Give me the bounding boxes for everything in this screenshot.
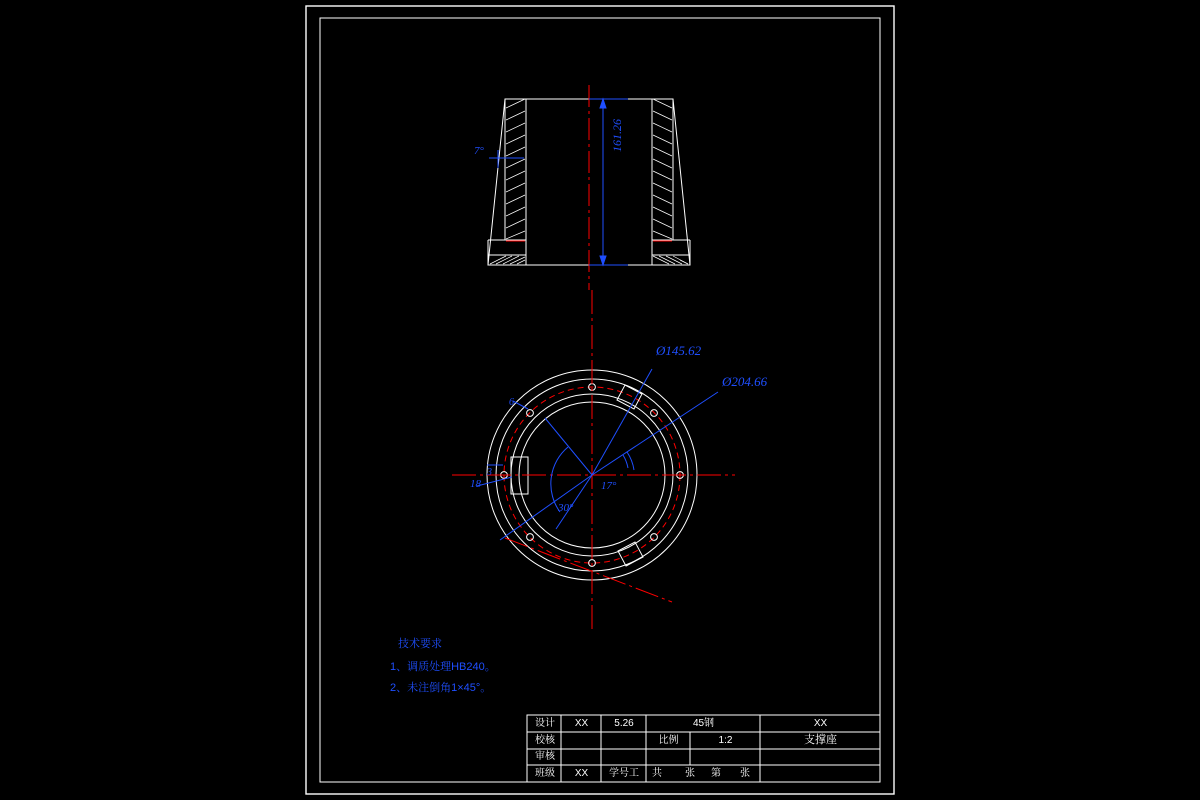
title-block-checker-label: 校核 bbox=[535, 735, 555, 746]
title-block-sheet-total-label: 共 bbox=[652, 768, 662, 779]
dimension-label-angle-30: 30° bbox=[558, 502, 574, 514]
title-block-student: 学号工 bbox=[609, 768, 639, 779]
title-block-scale-value: 1:2 bbox=[718, 735, 733, 746]
section-hatch-left bbox=[490, 99, 525, 264]
title-block-part-name: 支撑座 bbox=[804, 734, 837, 746]
technical-requirements-heading: 技术要求 bbox=[398, 638, 442, 650]
dimension-label-diameter-outer: Ø204.66 bbox=[722, 374, 768, 389]
title-block-top-right: XX bbox=[813, 718, 828, 729]
dimension-label-6: 6 bbox=[509, 397, 514, 408]
dimension-label-3: 3 bbox=[487, 467, 492, 478]
dimension-label-diameter-inner: Ø145.62 bbox=[656, 343, 702, 358]
dimension-angle-7 bbox=[489, 150, 524, 168]
title-block-scale-label: 比例 bbox=[658, 735, 679, 746]
dimension-label-18: 18 bbox=[470, 478, 481, 490]
title-block-sheet-zhang-2: 张 bbox=[740, 768, 750, 779]
dimension-label-angle-17: 17° bbox=[601, 480, 617, 492]
dimension-label-161: 161.26 bbox=[610, 119, 624, 152]
title-block-designer-name: XX bbox=[574, 718, 589, 729]
technical-requirements-item-2: 2、未注倒角1×45°。 bbox=[390, 682, 492, 694]
section-hatch-right bbox=[653, 99, 688, 264]
title-block-sheet-zhang-1: 张 bbox=[685, 768, 695, 779]
title-block-class-label: 班级 bbox=[535, 768, 555, 779]
title-block-class-value: XX bbox=[574, 768, 589, 779]
title-block-sheet-di: 第 bbox=[711, 768, 721, 779]
centerlines-plan-view bbox=[452, 290, 735, 630]
technical-requirements-item-1: 1、调质处理HB240。 bbox=[390, 661, 496, 673]
title-block-material: 45钢 bbox=[692, 718, 715, 729]
title-block-designer-label: 设计 bbox=[535, 718, 555, 729]
sheet-outer-border bbox=[306, 6, 894, 794]
title-block-reviewer-label: 审核 bbox=[535, 751, 555, 762]
dimension-label-angle-7: 7° bbox=[474, 145, 484, 157]
title-block-designer-date: 5.26 bbox=[614, 718, 634, 729]
